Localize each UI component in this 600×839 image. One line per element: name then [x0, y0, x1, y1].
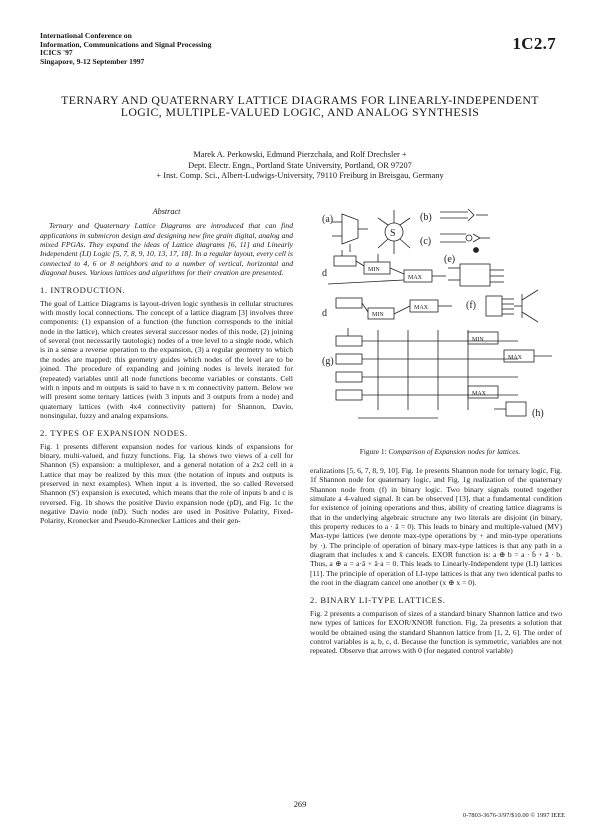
author-names: Marek A. Perkowski, Edmund Pierzchała, and Rolf Drechsler + [193, 150, 407, 159]
fig-label-h: (h) [532, 408, 544, 419]
paper-title: TERNARY AND QUATERNARY LATTICE DIAGRAMS FOR LINEARLY-INDEPENDENT LOGIC, MULTIPLE-VALUED LOGIC, AND ANALOG SYNTHESIS [61, 93, 539, 120]
fig-label-e: (e) [444, 254, 456, 265]
fig-label-s: S [390, 228, 396, 239]
fig-label-max: MAX [472, 391, 487, 397]
abstract-heading: Abstract [152, 207, 181, 216]
affiliation-1: Dept. Electr. Engn., Portland State University, Portland, OR 97207 [188, 160, 412, 170]
conference-line: International Conference on [40, 31, 132, 40]
right-column [310, 466, 562, 656]
section-paragraph: The goal of Lattice Diagrams is layout-driven logic synthesis in cellular structures with mostly local connections. The concept of a lattice diagram [3] involves three components: (1) expansion of a function (the function corresponds to the initial node in the lattice), which creates several successor nodes of this node, (2) joining of several (not necessarily tautologic) nodes of a tree level to a single node, which is in a sense a reverse operation to the expansion, (3) a regular geometry to which the nodes are mapped; this geometry guides which nodes of the level are to be joined. The procedure of expanding and joining nodes is levels iterated for (repeated) variables until all node functions become variables or constants. Cell with n inputs and m outputs is said to have n x m connectivity pattern. Below we will present some ternary lattices (with 3 inputs and 3 outputs from a node) and quaternary lattices (with 4x4 connectivity pattern) for Shannon, Davio, nonsingular, fuzzy and analog expansions. [40, 298, 293, 420]
conference-line: Information, Communications and Signal Processing [40, 39, 212, 49]
mux-shape [342, 214, 358, 244]
fig-label-b: (b) [420, 212, 432, 223]
fig-label-min: MIN [472, 337, 484, 343]
fig-label-g: (g) [322, 356, 334, 367]
left-column [40, 207, 293, 526]
section-heading: 2. TYPES OF EXPANSION NODES. [40, 428, 188, 439]
fig-label-max: MAX [408, 275, 423, 281]
conference-info [40, 32, 280, 66]
affiliation-2: + Inst. Comp. Sci., Albert-Ludwigs-University, 79110 Freiburg in Breisgau, Germany [156, 171, 444, 180]
fig-label-c: (c) [420, 236, 432, 247]
caption-prefix: Figure 1: [359, 447, 389, 456]
paper-code: 1C2.7 [512, 34, 556, 53]
caption-text: Comparison of Expansion nodes for lattices. [388, 447, 521, 456]
fig-label-a: (a) [322, 214, 334, 225]
abstract-text: Ternary and Quaternary Lattice Diagrams are introduced that can find applications in submicron design and designing new fine grain digital, analog and mixed FPGAs. They expand the ideas of Lattice diagrams [6, 11] and Linearly Independent (LI) Logic [5, 7, 8, 9, 10, 13, 17, 18]. In a regular layout, every cell is connected to 4, 6 or 8 neighbors and to a number of vertical, horizontal and diagonal buses. Various lattices and algorithms for their creation are presented. [40, 221, 293, 278]
fig-label-d: d [322, 308, 327, 319]
fig-label-max: MAX [414, 305, 429, 311]
section-heading: 1. INTRODUCTION. [40, 285, 126, 296]
fig-label-min: MIN [372, 312, 384, 318]
conference-line: Singapore, 9-12 September 1997 [40, 56, 145, 66]
figure-caption [318, 447, 562, 456]
fig-label-max: MAX [508, 355, 523, 361]
copyright-footer: 0-7803-3676-3/97/$10.00 © 1997 IEEE [462, 812, 565, 819]
authors-block [40, 150, 560, 182]
figure-1-diagram [318, 204, 562, 436]
section-paragraph: Fig. 2 presents a comparison of sizes of a standard binary Shannon lattice and two new types of lattices for EXOR/XNOR function. Fig. 2a presents a solution that would be obtained using the standard Shannon lattice from [1, 2, 6]. The order of control variables is a, b, c, d. Because the function is symmetric, variables are not repeated. Observe that arrows with 0 (for negated control variable) [310, 608, 562, 656]
fig-label-min: MIN [368, 267, 380, 273]
section-paragraph: eralizations [5, 6, 7, 8, 9, 10]. Fig. 1e presents Shannon node for ternary logic, Fig. 1f Shannon node for quaternary logic, and Fig. 1g realization of the quaternary Shannon node from (f) in binary logic. Two binary signals routed together simulate a 4-valued signal. It can be observed [13], that a fundamental condition for existence of joining operations and thus, ability of creating lattice diagrams is that in the underlying algebraic structure any two literals are disjoint (in binary, this property reduces to a · ā = 0). This leads to binary and multiple-valued (MV) Max-type lattices (we denote max-type operations by + and min-type operations by ·). The principle of operation of binary max-type lattices is that any path in a diagram that includes x and x̄ cancels. EXOR function is: a ⊕ b = a · b̄ + ā · b. Thus, a ⊕ a = a·ā + ā·a = 0. This leads to Linearly-Independent type (LI) lattices [11]. The principle of operation of LI-type lattices is that any two identical paths to the root in the diagram cancel one another (x ⊕ x = 0). [310, 466, 562, 588]
section-heading: 2. BINARY LI-TYPE LATTICES. [310, 595, 446, 606]
fig-label-d: d [322, 268, 327, 279]
section-paragraph: Fig. 1 presents different expansion nodes for various kinds of expansions for binary, multi-valued, and fuzzy functions. Fig. 1a shows two views of a cell for Shannon (S) expansion: a multiplexer, and a general notation of a 2x2 cell in a Lattice that may be realized by this mux (the notation of inputs and outputs is preserved in next examples). When input a is inverted, the so called Reversed Shannon (S') expansion is executed, which means that the role of inputs b and c is reversed. Fig. 1b shows the positive Davio expansion node (pD), and Fig. 1c the negative Davio node (nD). Such nodes are used in Positive Polarity, Fixed-Polarity, Kronecker and Pseudo-Kronecker Lattices and their gen- [40, 441, 293, 526]
page-number: 269 [293, 800, 307, 809]
figure-1 [318, 204, 562, 436]
conference-line: ICICS '97 [40, 48, 73, 58]
fig-label-f: (f) [466, 300, 476, 311]
